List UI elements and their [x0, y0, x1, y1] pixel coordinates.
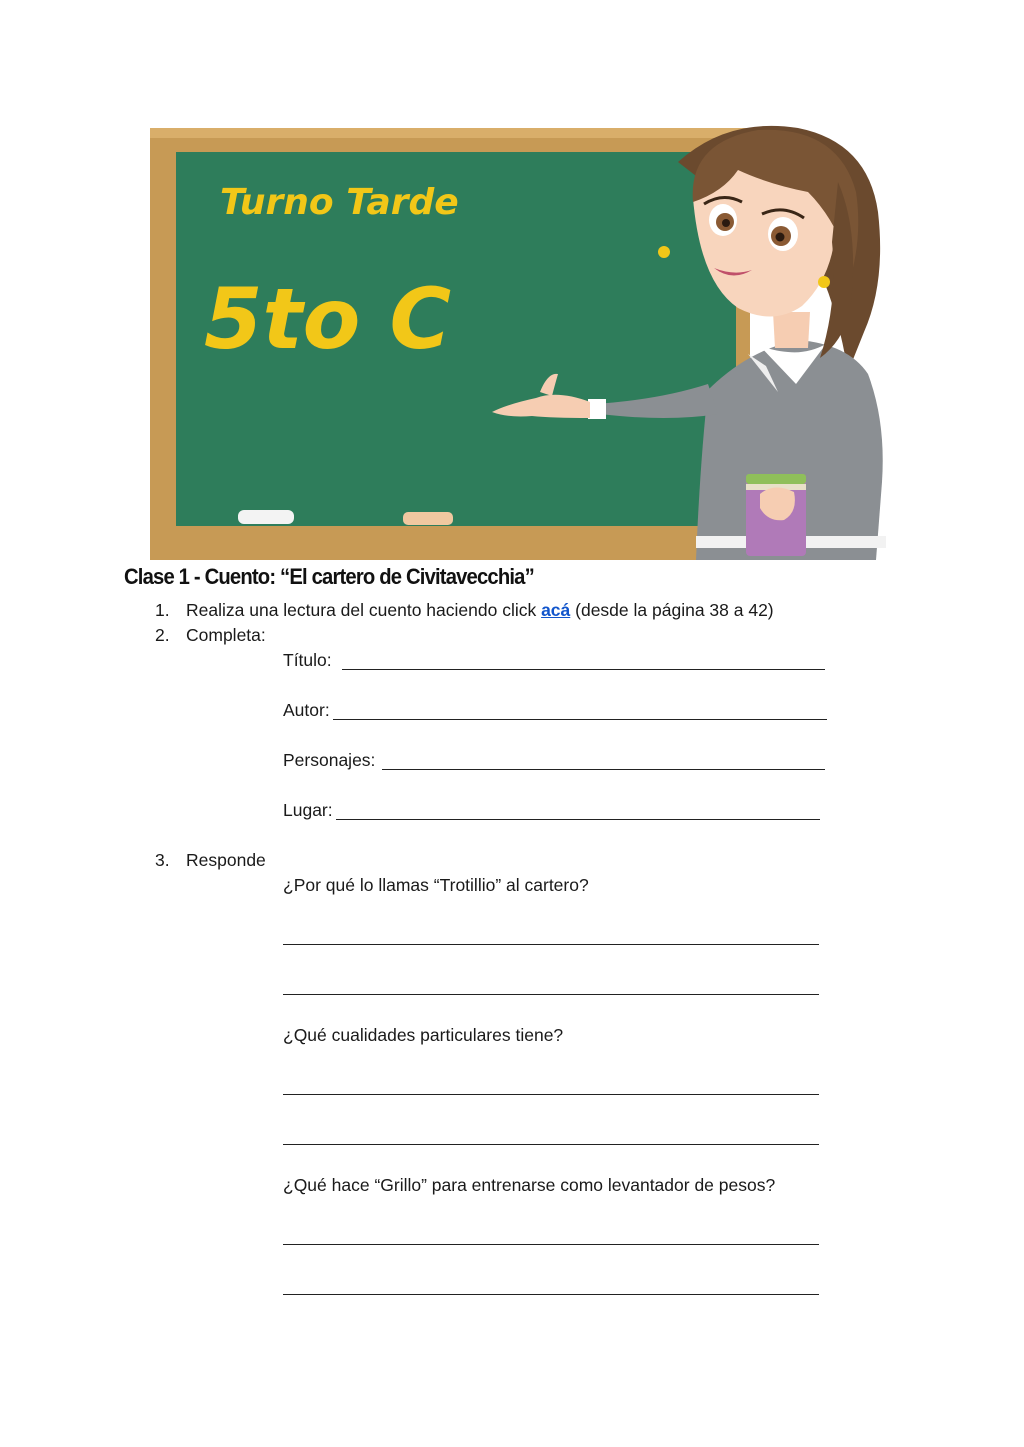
- item-3-number: 3.: [155, 850, 170, 870]
- autor-answer-line[interactable]: [333, 719, 827, 720]
- item-2-text: Completa:: [186, 625, 266, 645]
- question-1-answer-line-2[interactable]: [283, 994, 819, 995]
- question-1-answer-line-1[interactable]: [283, 944, 819, 945]
- question-1: ¿Por qué lo llamas “Trotillio” al cartero?: [283, 875, 589, 895]
- question-3: ¿Qué hace “Grillo” para entrenarse como levantador de pesos?: [283, 1175, 776, 1195]
- question-2: ¿Qué cualidades particulares tiene?: [283, 1025, 564, 1045]
- item-3-text: Responde: [186, 850, 266, 870]
- item-1-text: [186, 600, 774, 621]
- lugar-answer-line[interactable]: [336, 819, 820, 820]
- item-1-text-before: Realiza una lectura del cuento haciendo click: [186, 600, 542, 620]
- question-3-answer-line-1[interactable]: [283, 1244, 819, 1245]
- turno-tarde-text: Turno Tarde: [220, 182, 459, 223]
- autor-label: Autor:: [283, 700, 330, 720]
- question-2-answer-line-2[interactable]: [283, 1144, 819, 1145]
- titulo-answer-line[interactable]: [342, 669, 825, 670]
- classroom-illustration: [148, 122, 888, 564]
- personajes-label: Personajes:: [283, 750, 376, 770]
- personajes-answer-line[interactable]: [382, 769, 825, 770]
- chalk-white: [238, 510, 294, 524]
- titulo-label: Título:: [283, 650, 332, 670]
- story-link[interactable]: acá: [541, 600, 571, 620]
- chalk-orange: [403, 512, 453, 525]
- worksheet-heading: Clase 1 - Cuento: “El cartero de Civitavecchia”: [124, 564, 534, 589]
- item-2-number: 2.: [155, 625, 170, 645]
- class-name-text: 5to C: [204, 270, 452, 368]
- item-1-text-after: (desde la página 38 a 42): [570, 600, 774, 620]
- question-2-answer-line-1[interactable]: [283, 1094, 819, 1095]
- lugar-label: Lugar:: [283, 800, 333, 820]
- item-1-number: 1.: [155, 600, 170, 620]
- question-3-answer-line-2[interactable]: [283, 1294, 819, 1295]
